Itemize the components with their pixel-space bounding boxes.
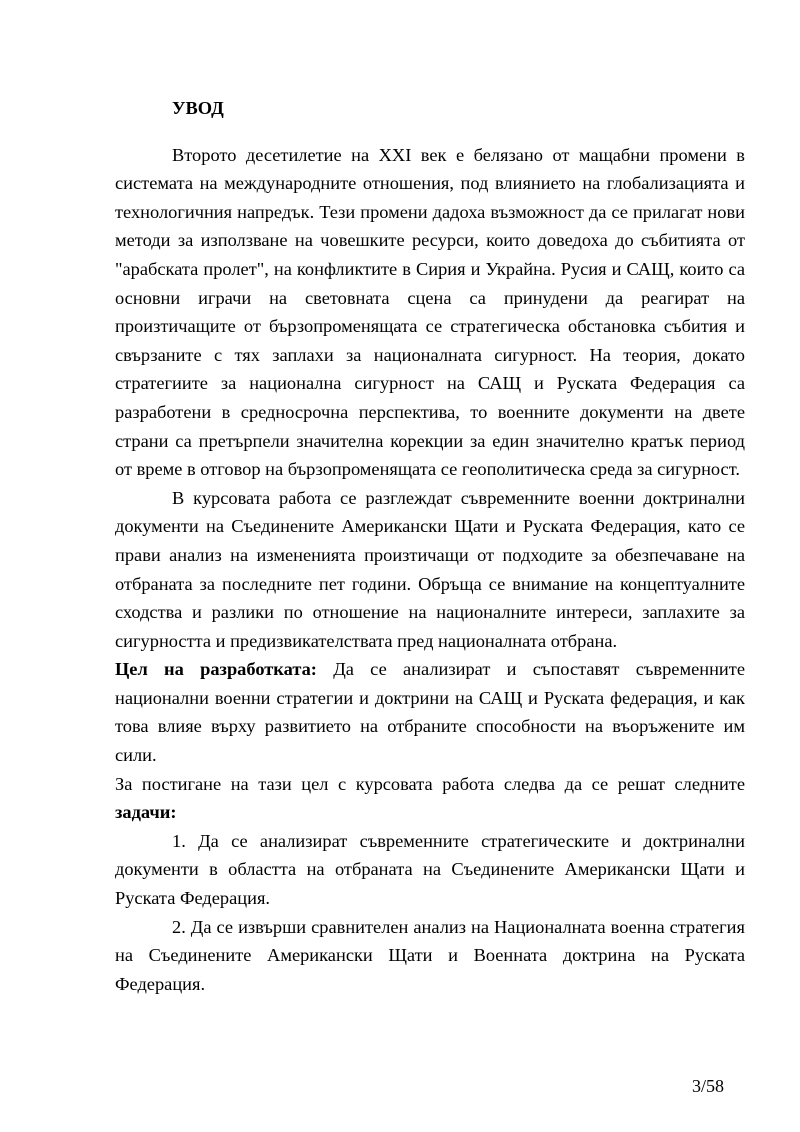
intro-paragraph-2: В курсовата работа се разглеждат съвременните военни доктринални документи на Съединените Американски Щати и Руската Федерация, като се прави анализ на измененията произтичащи от подходите за обезпечаване на отбраната за последните пет години. Обръща се внимание на концептуалните сходства и разлики по отношение на националните интереси, заплахите за сигурността и предизвикателствата пред националната отбрана. bbox=[115, 487, 745, 651]
task-number: 2. bbox=[172, 916, 186, 937]
tasks-label: задачи: bbox=[115, 802, 177, 823]
goal-label: Цел на разработката: bbox=[115, 659, 317, 680]
page-number: 3/58 bbox=[692, 1076, 725, 1096]
page-content bbox=[115, 94, 745, 998]
task-text: Да се извърши сравнителен анализ на Националната военна стратегия на Съединените Американски Щати и Военната доктрина на Руската Федерация. bbox=[115, 916, 745, 994]
intro-paragraph-1: Второто десетилетие на XXI век е белязано от мащабни промени в системата на международните отношения, под влиянието на глобализацията и технологичния напредък. Тези промени дадоха възможност да се прилагат нови методи за използване на човешките ресурси, които доведоха до събитията от "арабската пролет", на конфликтите в Сирия и Украйна. Русия и САЩ, които са основни играчи на световната сцена са принудени да реагират на произтичащите от бързопроменящата се стратегическа обстановка събития и свързаните с тях заплахи за националната сигурност. На теория, докато стратегиите за национална сигурност на САЩ и Руската Федерация са разработени в средносрочна перспектива, то военните документи на двете страни са претърпели значителна корекции за един значително кратък период от време в отговор на бързопроменящата се геополитическа среда за сигурност. bbox=[115, 144, 745, 480]
tasks-intro-text: За постигане на тази цел с курсовата работа следва да се решат следните bbox=[115, 773, 745, 794]
task-item bbox=[115, 913, 745, 999]
task-number: 1. bbox=[172, 830, 186, 851]
goal-text: Да се анализират и съпоставят съвременните национални военни стратегии и доктрини на САЩ и Руската федерация, и как това влияе върху развитието на отбраните способности на въоръжените им сили. bbox=[115, 659, 745, 766]
section-heading: УВОД bbox=[172, 98, 224, 118]
tasks-intro-paragraph bbox=[115, 770, 745, 827]
task-item bbox=[115, 827, 745, 913]
goal-paragraph bbox=[115, 655, 745, 769]
task-text: Да се анализират съвременните стратегическите и доктринални документи в областта на отбраната на Съединените Американски Щати и Руската Федерация. bbox=[115, 830, 745, 909]
